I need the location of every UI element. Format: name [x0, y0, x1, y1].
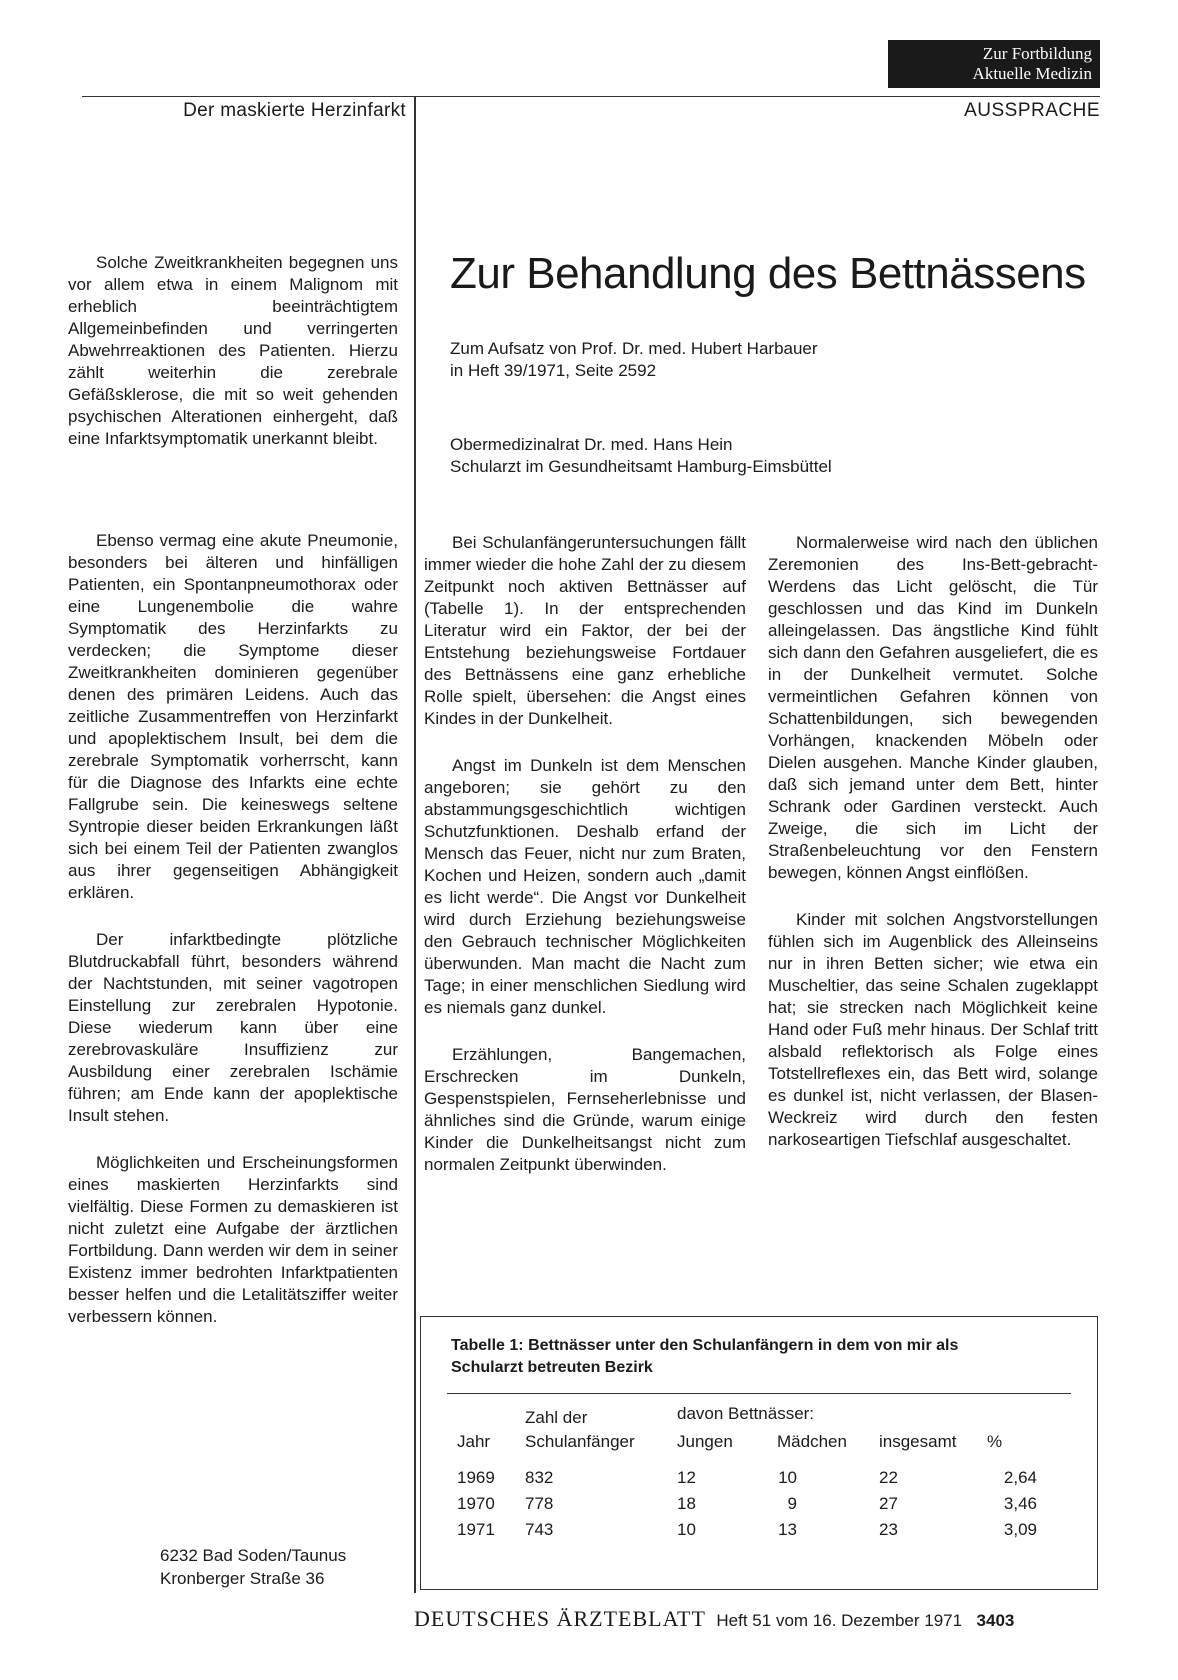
table-cell-boys: 12 [677, 1468, 696, 1487]
table-cell-first-graders: 743 [525, 1520, 554, 1539]
page-number: 3403 [976, 1611, 1015, 1630]
address-line: 6232 Bad Soden/Taunus [160, 1546, 347, 1565]
table-cell-percent: 3,09 [1003, 1520, 1037, 1539]
table-cell-total: 23 [879, 1520, 898, 1539]
left-column-lower [68, 530, 398, 1353]
article-column-middle [424, 532, 746, 1201]
body-paragraph: Bei Schulanfängeruntersuchungen fällt immer wieder die hohe Zahl der zu diesem Zeitpunkt noch aktiven Bettnässer auf (Tabelle 1). In der entsprechenden Literatur wird ein Faktor, der bei der Entstehung beziehungsweise Fortdauer des Bettnässens eine ganz erhebliche Rolle spielt, übersehen: die Angst eines Kindes in der Dunkelheit. [424, 533, 746, 728]
address-line: Kronberger Straße 36 [160, 1569, 325, 1588]
journal-issue: Heft 51 vom 16. Dezember 1971 [716, 1611, 963, 1630]
body-paragraph: Normalerweise wird nach den üblichen Zeremonien des Ins-Bett-gebracht-Werdens das Licht gelöscht, die Tür geschlossen und das Kind im Dunkeln alleingelassen. Das ängstliche Kind fühlt sich dann den Gefahren ausgeliefert, die es in der Dunkelheit vermutet. Solche vermeintlichen Gefahren können von Schattenbildungen, sich bewegenden Vorhängen, knackenden Möbeln oder Dielen ausgehen. Manche Kinder glauben, daß sich jemand unter dem Bett, hinter Schrank oder Gardinen versteckt. Auch Zweige, die sich im Licht der Straßenbeleuchtung vor den Fenstern bewegen, können Angst einflößen. [768, 533, 1098, 882]
table-cell-total: 22 [879, 1468, 898, 1487]
body-paragraph: Solche Zweitkrankheiten begegnen uns vor allem etwa in einem Malignom mit erheblich beeinträchtigtem Allgemeinbefinden und verringerten Abwehrreaktionen des Patienten. Hierzu zählt weiterhin die zerebrale Gefäßsklerose, die mit so weit gehenden psychischen Alterationen einhergeht, daß eine Infarktsymptomatik unerkannt bleibt. [68, 253, 398, 448]
journal-name: DEUTSCHES ÄRZTEBLATT [414, 1606, 706, 1631]
table-cell-girls: 10 [778, 1468, 797, 1487]
table-cell-girls: 9 [787, 1494, 797, 1513]
table-header-group: davon Bettnässer: [677, 1404, 815, 1423]
author-address [160, 1544, 346, 1590]
body-paragraph: Angst im Dunkeln ist dem Menschen angeboren; sie gehört zu den abstammungsgeschichtlich wichtigen Schutzfunktionen. Deshalb erfand der Mensch das Feuer, nicht nur zum Braten, Kochen und Heizen, sondern auch „damit es licht werde“. Die Angst vor Dunkelheit wird durch Erziehung beziehungsweise den Gebrauch technischer Möglichkeiten überwunden. Man macht die Nacht zum Tage; in einer menschlichen Siedlung wird es niemals ganz dunkel. [424, 756, 746, 1017]
header-rule [82, 96, 1100, 97]
body-paragraph: Der infarktbedingte plötzliche Blutdruckabfall führt, besonders während der Nachtstunden, mit seiner vagotropen Einstellung zur zerebralen Hypotonie. Diese wiederum kann über eine zerebrovaskuläre Insuffizienz zur Ausbildung einer zerebralen Ischämie führen; am Ende kann der apoplektische Insult stehen. [68, 930, 398, 1125]
table-caption [451, 1335, 1071, 1379]
table-header-first-graders-line2: Schulanfänger [525, 1432, 635, 1451]
table-cell-girls: 13 [778, 1520, 797, 1539]
table-cell-year: 1969 [457, 1468, 495, 1487]
body-paragraph: Möglichkeiten und Erscheinungsformen eines maskierten Herzinfarkts sind vielfältig. Diese Formen zu demaskieren ist nicht zuletzt eine Aufgabe der ärztlichen Fortbildung. Dann werden wir dem in seiner Existenz immer bedrohten Infarktpatienten besser helfen und die Letalitätsziffer weiter verbessern können. [68, 1153, 398, 1326]
column-divider [414, 96, 416, 1593]
table-caption-line2: Schularzt betreuten Bezirk [451, 1359, 653, 1376]
table-header-percent: % [987, 1432, 1003, 1451]
table-cell-year: 1971 [457, 1520, 495, 1539]
table-cell-total: 27 [879, 1494, 898, 1513]
reference-line: Zum Aufsatz von Prof. Dr. med. Hubert Harbauer [450, 339, 818, 358]
reference-line: in Heft 39/1971, Seite 2592 [450, 361, 657, 380]
article-column-right [768, 532, 1098, 1176]
running-title-left: Der maskierte Herzinfarkt [183, 100, 406, 121]
table-cell-first-graders: 832 [525, 1468, 554, 1487]
table-header-boys: Jungen [677, 1432, 733, 1451]
table-caption-line1: Tabelle 1: Bettnässer unter den Schulanfängern in dem von mir als [451, 1337, 959, 1354]
body-paragraph: Kinder mit solchen Angstvorstellungen fühlen sich im Augenblick des Alleinseins nur in ihren Betten sicher; wie etwa ein Muscheltier, das seine Schalen zugeklappt hat; sie strecken nach Möglichkeit keine Hand oder Fuß mehr hinaus. Der Schlaf tritt alsbald reflektorisch als Folge eines Totstellreflexes ein, das Bett wird, solange es dunkel ist, nicht verlassen, der Blasen-Weckreiz wird durch den festen narkoseartigen Tiefschlaf ausgeschaltet. [768, 910, 1098, 1149]
article-reference [450, 338, 818, 382]
table-header-first-graders-line1: Zahl der [525, 1408, 588, 1427]
article-title: Zur Behandlung des Bettnässens [450, 249, 1086, 298]
running-title-right: AUSSPRACHE [964, 100, 1100, 121]
table-header-year: Jahr [457, 1432, 491, 1451]
table-cell-percent: 2,64 [1003, 1468, 1037, 1487]
table-rule [447, 1393, 1071, 1394]
table-1 [420, 1316, 1098, 1590]
section-badge-line1: Zur Fortbildung [982, 44, 1092, 63]
body-paragraph: Ebenso vermag eine akute Pneumonie, besonders bei älteren und hinfälligen Patienten, ein Spontanpneumothorax oder eine Lungenembolie die wahre Symptomatik des Herzinfarkts zu verdecken; die Symptome dieser Zweitkrankheiten dominieren gegenüber denen des primären Leidens. Auch das zeitliche Zusammentreffen von Herzinfarkt und apoplektischem Insult, bei dem die zerebrale Symptomatik vorherrscht, kann für die Diagnose des Infarkts eine echte Fallgrube sein. Die keineswegs seltene Syntropie dieser beiden Erkrankungen läßt sich bei einem Teil der Patienten zwanglos aus ihrer gegenseitigen Abhängigkeit erklären. [68, 531, 398, 902]
author-affiliation: Schularzt im Gesundheitsamt Hamburg-Eimsbüttel [450, 457, 832, 476]
table-header-total: insgesamt [879, 1432, 957, 1451]
table-header-girls: Mädchen [777, 1432, 847, 1451]
left-column-upper [68, 252, 398, 475]
table-cell-boys: 18 [677, 1494, 696, 1513]
table-cell-first-graders: 778 [525, 1494, 554, 1513]
article-author [450, 434, 832, 478]
body-paragraph: Erzählungen, Bangemachen, Erschrecken im Dunkeln, Gespenstspielen, Fernseherlebnisse und ähnliches sind die Gründe, warum einige Kinder die Dunkelheitsangst nicht zum normalen Zeitpunkt überwinden. [424, 1045, 746, 1174]
section-badge-line2: Aktuelle Medizin [972, 64, 1092, 83]
journal-footer [414, 1606, 1014, 1632]
author-name: Obermedizinalrat Dr. med. Hans Hein [450, 435, 733, 454]
table-cell-percent: 3,46 [1003, 1494, 1037, 1513]
section-badge [888, 40, 1100, 88]
table-cell-year: 1970 [457, 1494, 495, 1513]
table-cell-boys: 10 [677, 1520, 696, 1539]
